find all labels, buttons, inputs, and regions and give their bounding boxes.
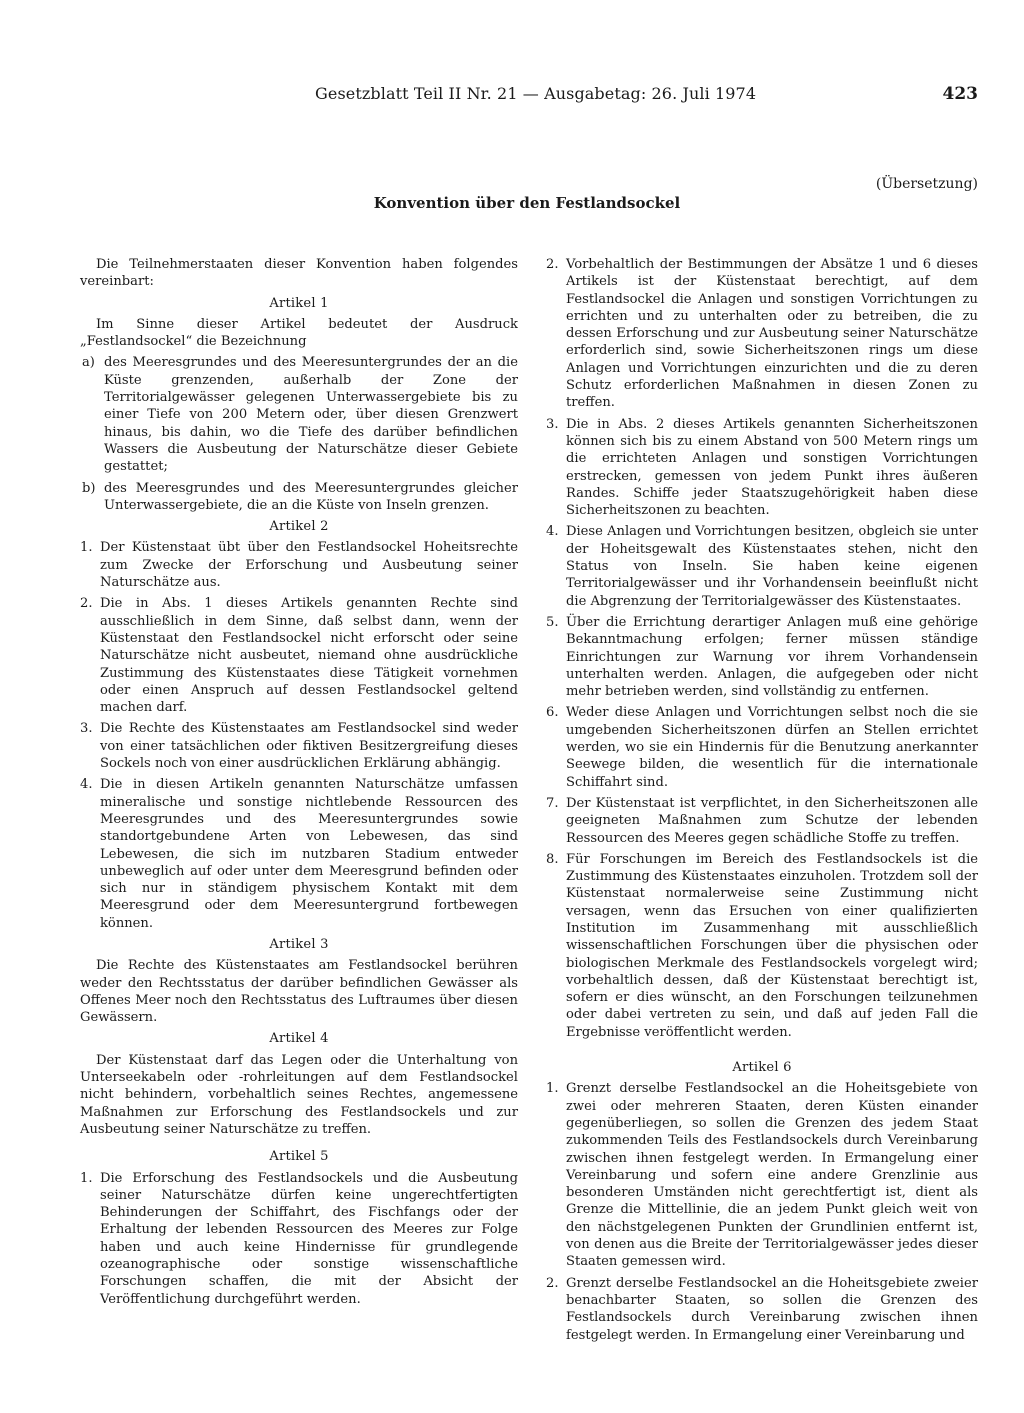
list-item (80, 354, 518, 475)
article-heading: Artikel 4 (269, 1031, 329, 1047)
list-item (546, 416, 978, 520)
article-paragraph: Die Rechte des Küstenstaates am Festlandsockel berühren weder den Rechtsstatus der darüber befindlichen Gewässer als Offenes Meer noch den Rechtsstatus des Luftraumes über diesen Gewässern. (80, 958, 518, 1026)
page-number: 423 (942, 84, 978, 104)
item-text: Diese Anlagen und Vorrichtungen besitzen, obgleich sie unter der Hoheitsgewalt des Küstenstaates stehen, nicht den Status von Inseln. Sie haben keine eigenen Territorialgewässer und ihr Vorhandensein beeinflußt nicht die Abgrenzung der Territorialgewässer des Küstenstaates. (566, 524, 978, 609)
item-text: Der Küstenstaat ist verpflichtet, in den Sicherheitszonen alle geeigneten Maßnahmen zum Schutze der lebenden Ressourcen des Meeres gegen schädliche Stoffe zu treffen. (566, 795, 978, 846)
article-paragraph: Im Sinne dieser Artikel bedeutet der Ausdruck „Festlandsockel“ die Bezeichnung (80, 316, 518, 350)
article-heading: Artikel 3 (269, 936, 329, 952)
item-text: des Meeresgrundes und des Meeresuntergrundes der an die Küste grenzenden, außerhalb der Zone der Territorialgewässer gelegenen Unterwassergebiete bis zu einer Tiefe von 200 Metern oder, über diesen Grenzwert hinaus, bis dahin, wo die Tiefe des darüber befindlichen Wassers die Ausbeutung der Naturschätze dieser Gebiete gestattet; (104, 355, 518, 475)
list-item (546, 256, 978, 412)
list-item (546, 795, 978, 847)
article-heading: Artikel 6 (732, 1060, 792, 1076)
item-label: b) (82, 480, 96, 496)
item-text: des Meeresgrundes und des Meeresuntergrundes gleicher Unterwassergebiete, die an die Küste von Inseln grenzen. (104, 480, 518, 513)
translation-note: (Übersetzung) (875, 176, 978, 192)
item-text: Grenzt derselbe Festlandsockel an die Hoheitsgebiete zweier benachbarter Staaten, so sollen die Grenzen des Festlandsockels durch Vereinbarung zwischen ihnen festgelegt werden. In Ermangelung einer Vereinbarung und (566, 1275, 978, 1343)
item-label: 2. (546, 1275, 559, 1291)
list-item (546, 851, 978, 1041)
item-text: Weder diese Anlagen und Vorrichtungen selbst noch die sie umgebenden Sicherheitszonen dürfen an Stellen errichtet werden, wo sie ein Hindernis für die Benutzung anerkannter Seewege bilden, die wesentlich für die internationale Schiffahrt sind. (566, 705, 978, 790)
list-item (80, 595, 518, 716)
article-heading: Artikel 1 (269, 295, 329, 311)
preamble: Die Teilnehmerstaaten dieser Konvention haben folgendes vereinbart: (80, 257, 518, 290)
item-text: Der Küstenstaat übt über den Festlandsockel Hoheitsrechte zum Zwecke der Erforschung und Ausbeutung seiner Naturschätze aus. (100, 540, 518, 591)
item-text: Für Forschungen im Bereich des Festlandsockels ist die Zustimmung des Küstenstaates einzuholen. Trotzdem soll der Küstenstaat normalerweise seine Zustimmung nicht versagen, wenn das Ersuchen von einer qualifizierten Institution im Zusammenhang mit ausschließlich wissenschaftlichen Forschungen über die physischen oder biologischen Merkmale des Festlandsockels vorgelegt wird; vorbehaltlich dessen, daß der Küstenstaat berechtigt ist, sofern er dies wünscht, an den Forschungen teilzunehmen oder dabei vertreten zu sein, und daß auf jeden Fall die Ergebnisse veröffentlicht werden. (566, 851, 978, 1040)
item-label: 4. (546, 524, 559, 540)
article-heading: Artikel 5 (269, 1149, 329, 1165)
item-text: Grenzt derselbe Festlandsockel an die Hoheitsgebiete von zwei oder mehreren Staaten, deren Küsten einander gegenüberliegen, so sollen die Grenzen des jedem Staat zukommenden Teils des Festlandsockels durch Vereinbarung zwischen ihnen festgelegt werden. In Ermangelung einer Vereinbarung und sofern eine andere Grenzlinie aus besonderen Umständen nicht gerechtfertigt ist, dient als Grenze die Mittellinie, die an jedem Punkt gleich weit von den nächstgelegenen Punkten der Grundlinien entfernt ist, von denen aus die Breite der Territorialgewässer jedes dieser Staaten gemessen wird. (566, 1081, 978, 1270)
item-label: 2. (546, 257, 559, 272)
item-label: 7. (546, 795, 559, 811)
header-title: Gesetzblatt Teil II Nr. 21 — Ausgabetag: 26. Juli 1974 (315, 84, 757, 103)
item-text: Die in Abs. 2 dieses Artikels genannten Sicherheitszonen können sich bis zu einem Abstand von 500 Metern rings um die errichteten Anlagen und sonstigen Vorrichtungen erstrecken, gemessen von jedem Punkt ihres äußeren Randes. Schiffe jeder Staatszugehörigkeit haben diese Sicherheitszonen zu beachten. (566, 416, 978, 519)
list-item (546, 1275, 978, 1344)
list-item (80, 776, 518, 932)
item-text: Vorbehaltlich der Bestimmungen der Absätze 1 und 6 dieses Artikels ist der Küstenstaat berechtigt, auf dem Festlandsockel die Anlagen und sonstigen Vorrichtungen zu errichten und zu unterhalten oder zu betreiben, die zu dessen Erforschung und zur Ausbeutung seiner Naturschätze erforderlich sind, sowie Sicherheitszonen rings um diese Anlagen und Vorrichtungen einzurichten und die zu deren Schutz erforderlichen Maßnahmen in diesen Zonen zu treffen. (566, 257, 978, 411)
item-label: 8. (546, 851, 559, 867)
item-text: Die in diesen Artikeln genannten Naturschätze umfassen mineralische und sonstige nichtlebende Ressourcen des Meeresgrundes und des Meeresuntergrundes sowie standortgebundene Arten von Lebewesen, das sind Lebewesen, die sich im nutzbaren Stadium entweder unbeweglich auf oder unter dem Meeresgrund befinden oder sich nur in ständigem physischem Kontakt mit dem Meeresgrund oder dem Meeresuntergrund fortbewegen können. (100, 777, 518, 931)
item-label: 6. (546, 705, 559, 721)
item-text: Über die Errichtung derartiger Anlagen muß eine gehörige Bekanntmachung erfolgen; ferner müssen ständige Einrichtungen zur Warnung vor ihrem Vorhandensein unterhalten werden. Anlagen, die aufgegeben oder nicht mehr betrieben werden, sind vollständig zu entfernen. (566, 614, 978, 700)
list-item (80, 1170, 518, 1308)
item-label: 2. (80, 596, 93, 612)
list-item (546, 523, 978, 609)
item-label: a) (82, 355, 95, 371)
list-item (546, 614, 978, 700)
item-label: 3. (80, 721, 93, 737)
list-item (546, 704, 978, 790)
item-text: Die in Abs. 1 dieses Artikels genannten Rechte sind ausschließlich in dem Sinne, daß selbst dann, wenn der Küstenstaat den Festlandsockel nicht erforscht oder seine Naturschätze nicht ausbeutet, niemand ohne ausdrückliche Zustimmung des Küstenstaates diese Tätigkeit vornehmen oder einen Anspruch auf dessen Festlandsockel geltend machen darf. (100, 596, 518, 716)
list-item (80, 480, 518, 515)
item-text: Die Rechte des Küstenstaates am Festlandsockel sind weder von einer tatsächlichen oder fiktiven Besitzergreifung dieses Sockels noch von einer ausdrücklichen Erklärung abhängig. (100, 721, 518, 772)
page-header (0, 84, 1024, 108)
article-paragraph: Der Küstenstaat darf das Legen oder die Unterhaltung von Unterseekabeln oder -rohrleitungen auf dem Festlandsockel nicht behindern, vorbehaltlich seines Rechtes, angemessene Maßnahmen zur Erforschung des Festlandsockels und zur Ausbeutung seiner Naturschätze zu treffen. (80, 1052, 518, 1137)
document-title: Konvention über den Festlandsockel (373, 194, 681, 212)
item-label: 5. (546, 614, 559, 630)
list-item (80, 720, 518, 772)
item-label: 1. (546, 1081, 559, 1097)
item-label: 3. (546, 416, 559, 432)
item-label: 4. (80, 777, 93, 793)
article-heading: Artikel 2 (269, 519, 329, 535)
left-column (80, 256, 518, 1312)
right-column (546, 256, 978, 1348)
item-label: 1. (80, 1170, 93, 1186)
item-label: 1. (80, 540, 93, 556)
item-text: Die Erforschung des Festlandsockels und die Ausbeutung seiner Naturschätze dürfen keine ungerechtfertigten Behinderungen der Schiffahrt, des Fischfangs oder der Erhaltung der lebenden Ressourcen des Meeres zur Folge haben und auch keine Hindernisse für grundlegende ozeanographische oder sonstige wissenschaftliche Forschungen schaffen, die mit der Absicht der Veröffentlichung durchgeführt werden. (100, 1170, 518, 1307)
list-item (546, 1080, 978, 1270)
list-item (80, 539, 518, 591)
